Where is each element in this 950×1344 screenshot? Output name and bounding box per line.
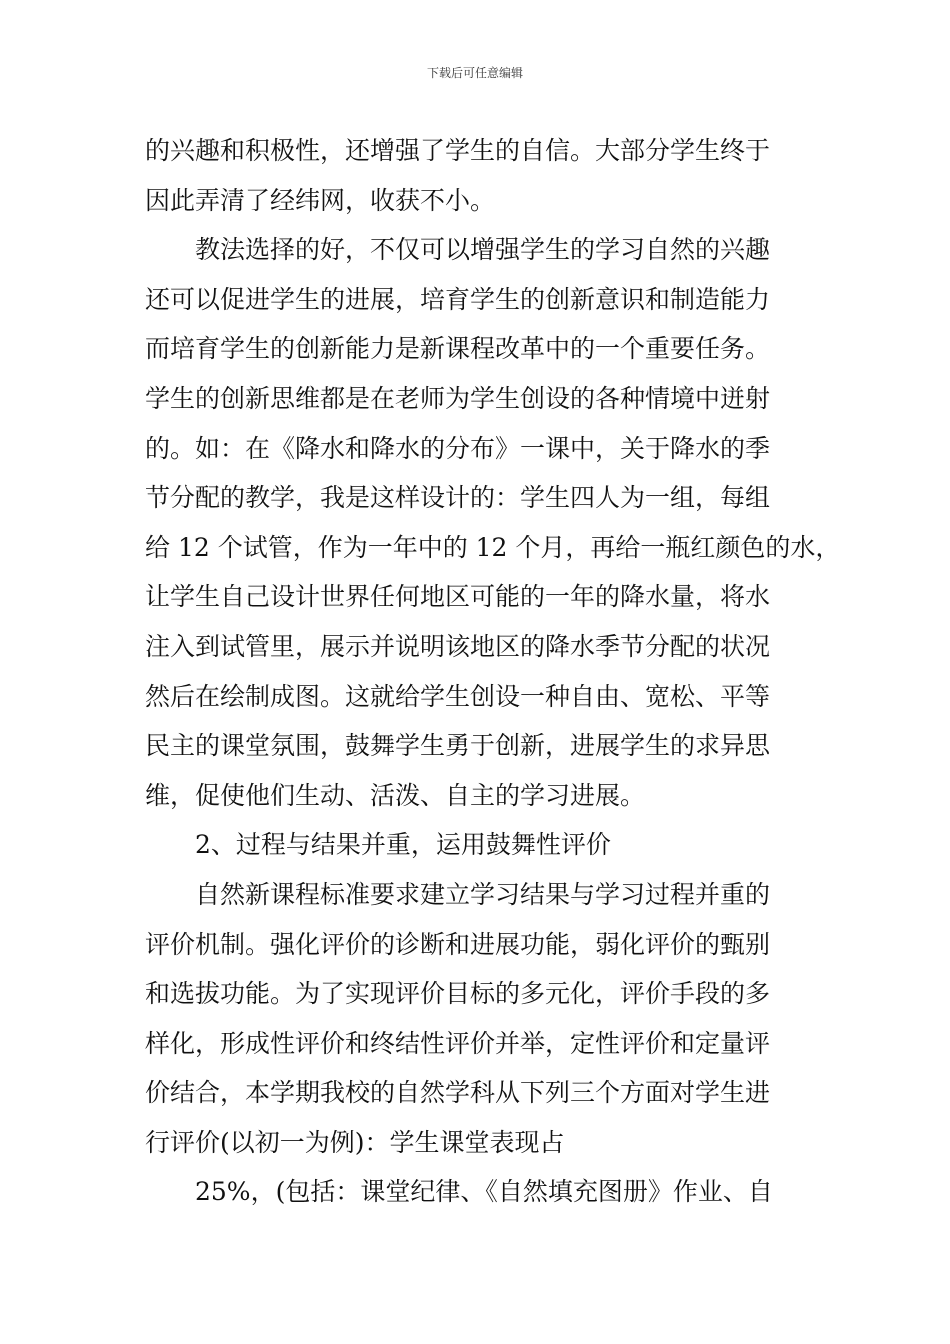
text-line: 民主的课堂氛围，鼓舞学生勇于创新，进展学生的求异思 [145, 731, 771, 761]
text-line: 的。如：在《降水和降水的分布》一课中，关于降水的季 [145, 433, 771, 463]
text-line: 让学生自己设计世界任何地区可能的一年的降水量，将水 [145, 582, 771, 612]
text-line: 2、过程与结果并重，运用鼓舞性评价 [195, 830, 611, 860]
text-line: 学生的创新思维都是在老师为学生创设的各种情境中迸射 [145, 383, 771, 413]
text-line: 25%，(包括：课堂纪律、《自然填充图册》作业、自 [195, 1177, 773, 1207]
page-header: 下载后可任意编辑 [426, 66, 523, 80]
text-line: 给 12 个试管，作为一年中的 12 个月，再给一瓶红颜色的水， [145, 532, 841, 562]
text-line: 还可以促进学生的进展，培育学生的创新意识和制造能力 [145, 284, 771, 314]
text-line: 因此弄清了经纬网，收获不小。 [145, 185, 496, 215]
text-line: 而培育学生的创新能力是新课程改革中的一个重要任务。 [145, 334, 771, 364]
document-body [145, 126, 841, 1217]
text-line: 价结合，本学期我校的自然学科从下列三个方面对学生进 [145, 1078, 771, 1108]
text-line: 的兴趣和积极性，还增强了学生的自信。大部分学生终于 [145, 136, 771, 165]
text-line: 和选拔功能。为了实现评价目标的多元化，评价手段的多 [145, 979, 771, 1009]
text-line: 评价机制。强化评价的诊断和进展功能，弱化评价的甄别 [145, 929, 771, 959]
text-line: 维，促使他们生动、活泼、自主的学习进展。 [145, 780, 646, 810]
text-line: 自然新课程标准要求建立学习结果与学习过程并重的 [195, 879, 771, 909]
text-line: 行评价(以初一为例)：学生课堂表现占 [145, 1127, 565, 1157]
text-line: 然后在绘制成图。这就给学生创设一种自由、宽松、平等 [145, 681, 771, 711]
text-line: 样化，形成性评价和终结性评价并举，定性评价和定量评 [145, 1028, 771, 1058]
text-line: 节分配的教学，我是这样设计的：学生四人为一组，每组 [145, 483, 771, 513]
text-line: 注入到试管里，展示并说明该地区的降水季节分配的状况 [145, 631, 771, 661]
text-line: 教法选择的好，不仅可以增强学生的学习自然的兴趣 [195, 235, 771, 265]
